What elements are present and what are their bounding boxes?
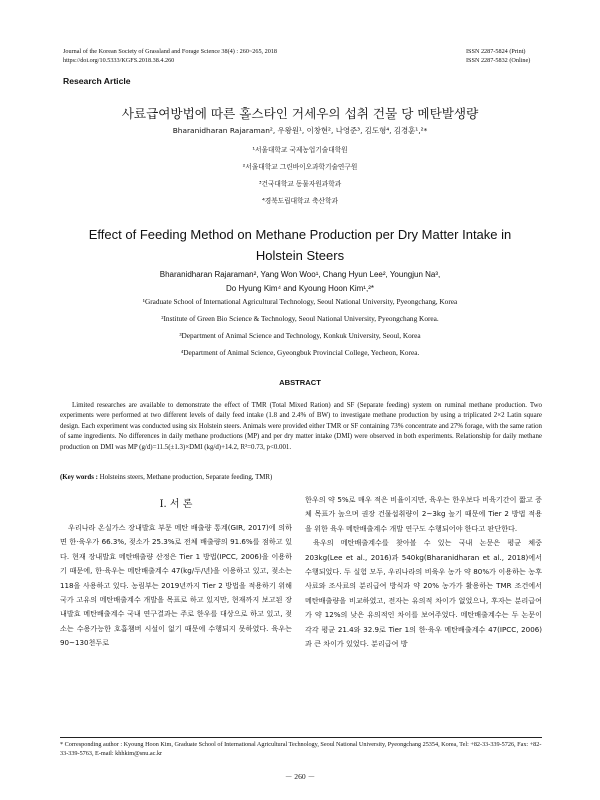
abstract-text: Limited researches are available to demonstrate the effect of TMR (Total Mixed Ration) and SF (Separate feeding) system on ruminal methane production. Two experiments were performed at two different levels of daily feed intake (1.8 and 2.4% of BW) to investigate methane production by using a triplicated 2×2 Latin square design. Each experiment was conducted using six Holstein steers. Animals were provided either TMR or SF containing 73% concentrate and 27% forage, with the same ration of same ingredients. No differences in daily methane productions (MP) and per dry matter intake (DMI) were observed in both experiments. Relationship for daily methane production on DMI was MP (g/d)=11.5(±1.3)×DMI (kg/d)+14.2, R²=0.73, p<0.001.	[60, 402, 542, 451]
issn-online: ISSN 2287-5832 (Online)	[466, 57, 531, 64]
korean-affiliation: ⁴경북도립대학교 축산학과	[262, 197, 338, 205]
english-authors-line: Do Hyung Kim⁴ and Kyoung Hoon Kim¹,²*	[226, 284, 374, 293]
english-title	[60, 224, 540, 266]
journal-header	[63, 47, 277, 65]
english-title-line: Effect of Feeding Method on Methane Production per Dry Matter Intake in	[88, 227, 512, 242]
keywords-label: (Key words :	[60, 474, 98, 481]
korean-authors: Bharanidharan Rajaraman², 우왕원¹, 이창현², 나영준³, 김도형⁴, 김경훈¹,²*	[172, 126, 428, 135]
korean-affiliation: ²서울대학교 그린바이오과학기술연구원	[242, 163, 358, 171]
english-authors	[60, 268, 540, 296]
body-paragraph: 한우의 약 5%로 매우 적은 비율이지만, 육우는 한우보다 비육기간이 짧고 증체 목표가 높으며 권장 건물섭취량이 2~3kg 높기 때문에 Tier 2 방법 적용을 위한 육우 메탄배출계수 개발 연구도 수행되어야 한다고 판단한다.	[305, 495, 542, 533]
keywords	[60, 473, 542, 483]
english-affiliation: ⁴Department of Animal Science, Gyeongbuk Provincial College, Yecheon, Korea.	[180, 348, 420, 357]
keywords-list: Holsteins steers, Methane production, Separate feeding, TMR)	[99, 474, 273, 481]
section-heading: Ⅰ. 서 론	[159, 499, 193, 510]
body-left-column: 우리나라 온실가스 장내발효 부문 메탄 배출량 통계(GIR, 2017)에 의하면 한·육우가 66.3%, 젖소가 25.3%로 전체 배출량의 91.6%를 점하고 있다. 현재 장내발효 메탄배출량 산정은 Tier 1 방법(IPCC, 2006)을 이용하기 때문에, 한·육우는 메탄배출계수 47(kg/두/년)을 이용하고 있고, 젖소는 118을 사용하고 있다. 농림부는 2019년까지 Tier 2 방법을 적용하기 위해 국가 고유의 메탄배출계수 개발을 목표로 하고 있지만, 현재까지 보고된 장내발효 메탄배출계수 국내 연구결과는 주로 한우를 대상으로 하고 있고, 젖소는 수용가능한 호흡챔버 시설이 없기 때문에 수행되지 못하였다. 육우는 90~130천두로	[60, 523, 292, 648]
journal-citation: Journal of the Korean Society of Grassland and Forage Science 38(4) : 260~265, 2018	[63, 48, 278, 55]
article-type: Research Article	[63, 76, 131, 86]
body-right-column	[305, 493, 542, 651]
english-authors-line: Bharanidharan Rajaraman², Yang Won Woo¹, Chang Hyun Lee², Youngjun Na³,	[159, 270, 441, 279]
abstract-heading: ABSTRACT	[279, 378, 321, 387]
english-affiliation: ¹Graduate School of International Agricultural Technology, Seoul National University, Pyeongchang, Korea	[142, 297, 458, 306]
english-affiliation: ³Department of Animal Science and Technology, Konkuk University, Seoul, Korea	[179, 331, 421, 340]
footnote-divider	[60, 737, 542, 738]
english-affiliation: ²Institute of Green Bio Science & Technology, Seoul National University, Pyeongchang Korea.	[161, 314, 439, 323]
body-paragraph: 육우의 메탄배출계수를 찾아볼 수 있는 국내 논문은 평균 체중 203kg(Lee et al., 2016)과 540kg(Bharanidharan et al., 2018)에서 수행되었다. 두 실험 모두, 우리나라의 비육우 농가 약 80%가 이용하는 농후사료와 조사료의 분리급여 방식과 약 20% 농가가 활용하는 TMR 조건에서 메탄배출량을 비교하였고, 전자는 유의적 차이가 없었으나, 후자는 분리급여가 약 12%의 낮은 유의적인 차이를 보여주었다. 메탄배출계수는 두 논문이 각각 평균 21.4와 32.9로 Tier 1의 한·육우 메탄배출계수 47(IPCC, 2006)과 큰 차이가 있었다. 분리급여 방	[305, 538, 542, 649]
doi-link[interactable]: https://doi.org/10.5333/KGFS.2018.38.4.260	[63, 57, 175, 64]
korean-affiliation: ³건국대학교 동물자원과학과	[258, 180, 342, 188]
issn-block	[466, 47, 530, 65]
page-number: － 260 －	[284, 772, 316, 781]
issn-print: ISSN 2287-5824 (Print)	[466, 48, 526, 55]
english-title-line: Holstein Steers	[255, 248, 345, 263]
korean-affiliation: ¹서울대학교 국제농업기술대학원	[252, 146, 348, 154]
korean-title: 사료급여방법에 따른 홀스타인 거세우의 섭취 건물 당 메탄발생량	[121, 106, 479, 121]
corresponding-author-note: * Corresponding author : Kyoung Hoon Kim, Graduate School of International Agricultural Technology, Seoul National University, Pyeongchang 25354, Korea, Tel: +82-33-339-5726, Fax: +82-33-339-5763, E-mail: khhkim@snu.ac.kr	[60, 741, 542, 757]
